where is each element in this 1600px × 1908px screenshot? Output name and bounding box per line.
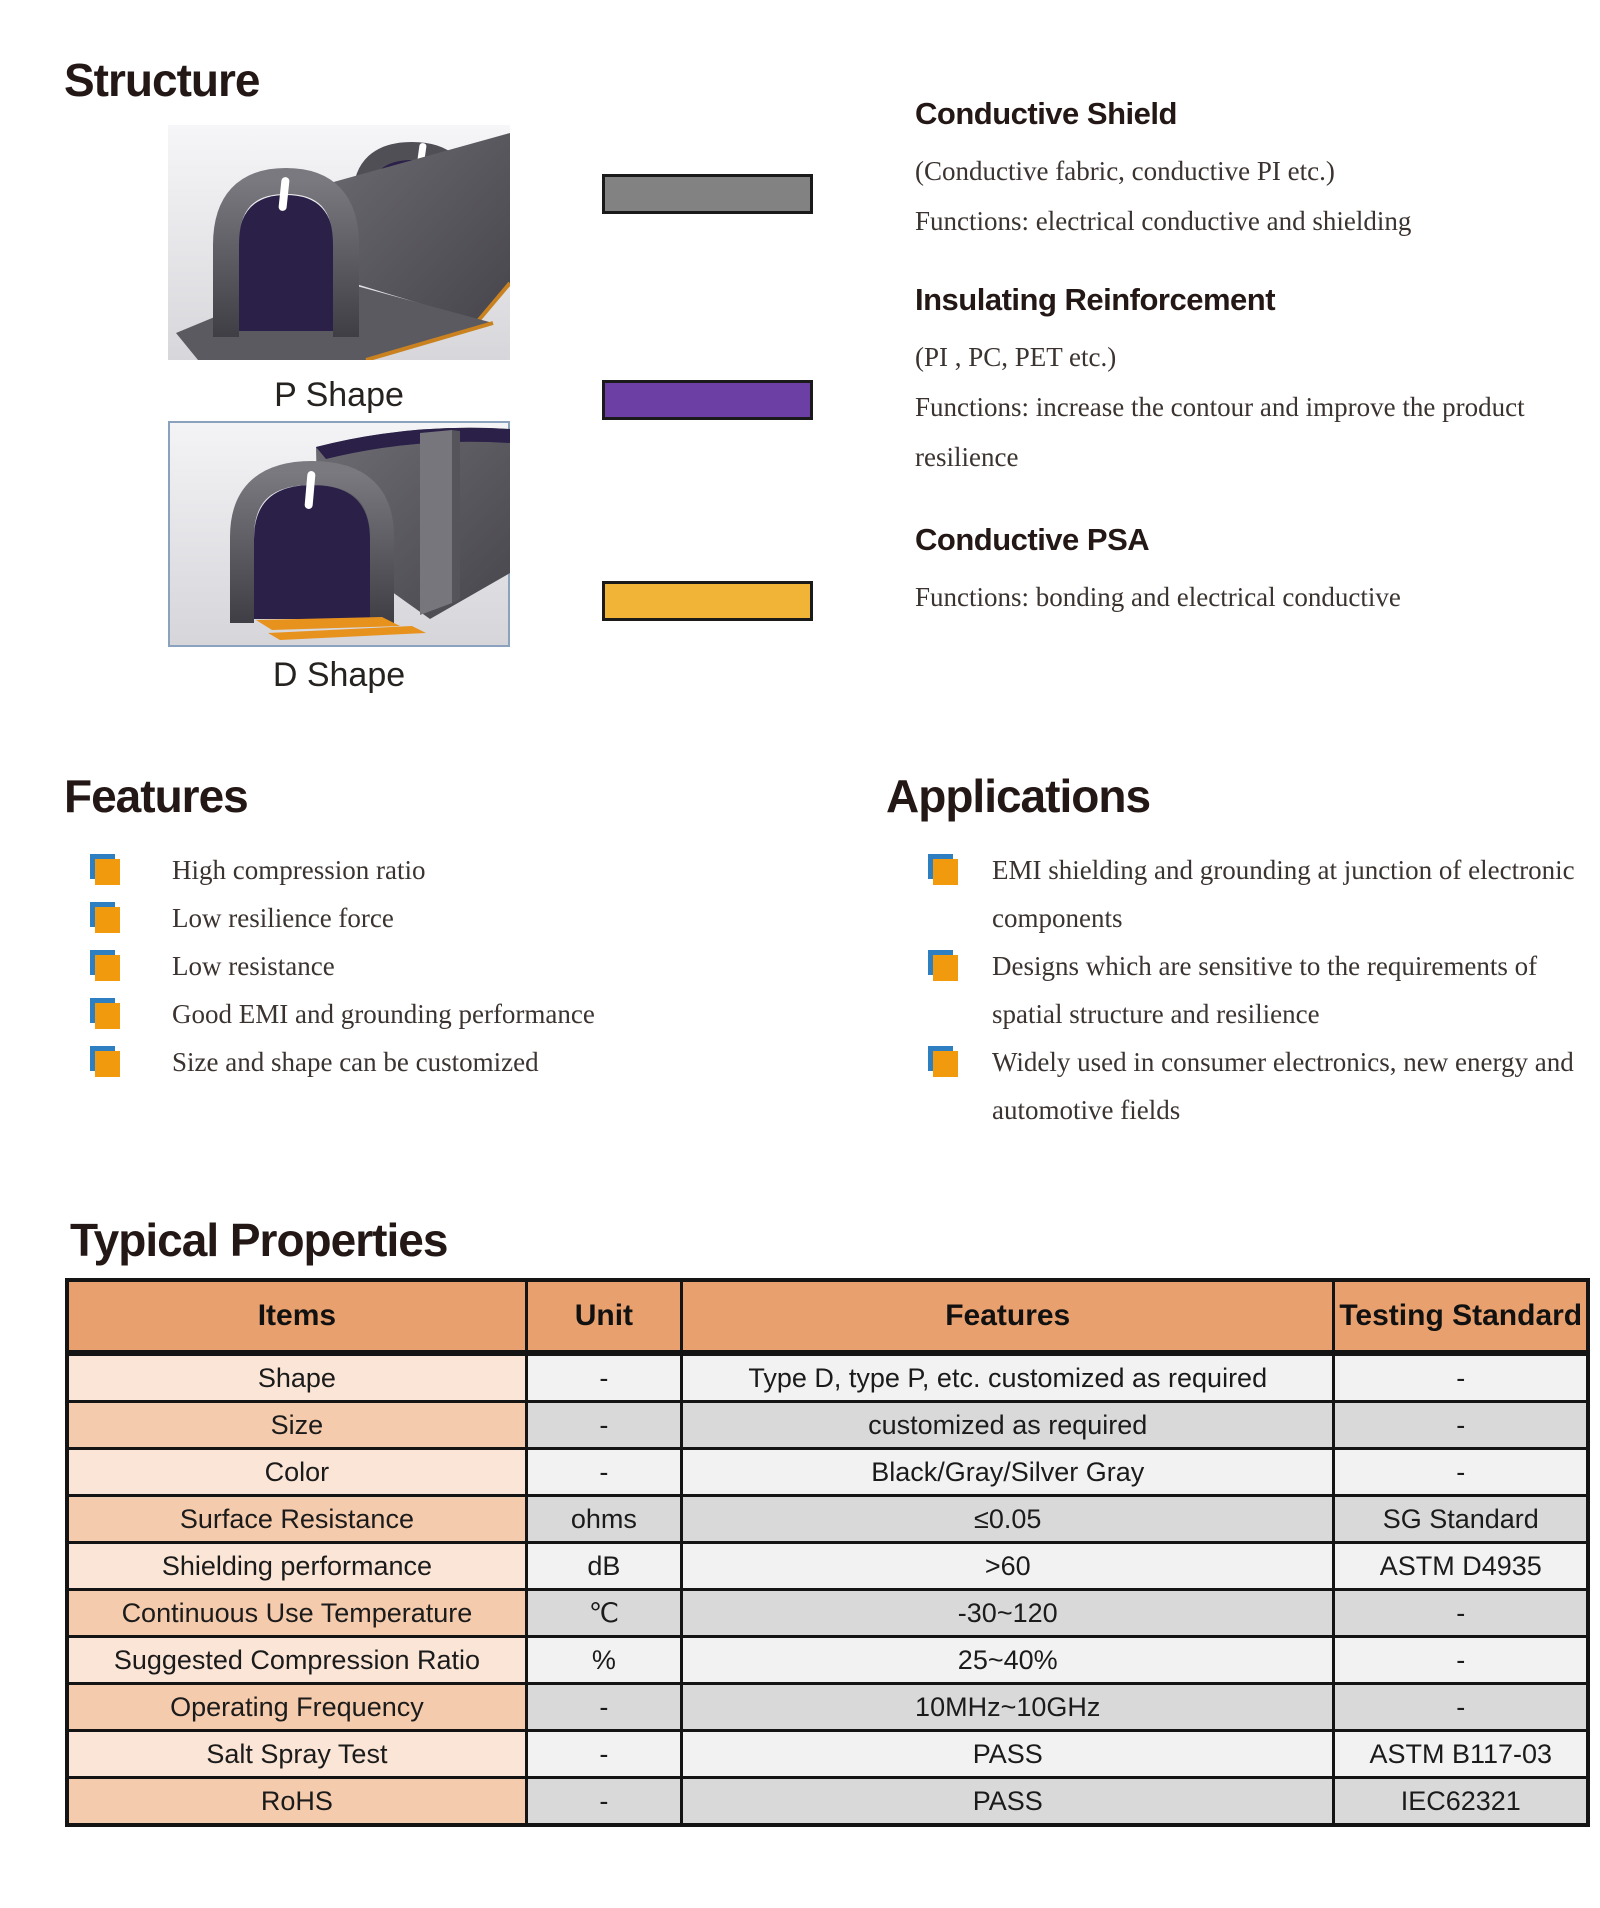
table-cell: ASTM D4935	[1334, 1543, 1588, 1590]
table-cell: Black/Gray/Silver Gray	[681, 1449, 1334, 1496]
p-shape-caption: P Shape	[274, 376, 404, 414]
d-shape-render-image	[168, 421, 510, 647]
p-shape-render-image	[168, 125, 510, 360]
table-cell: -	[1334, 1449, 1588, 1496]
table-cell: Operating Frequency	[67, 1684, 526, 1731]
square-bullet-icon	[90, 998, 121, 1030]
column-header-items: Items	[67, 1280, 526, 1353]
column-header-testing-standard: Testing Standard	[1334, 1280, 1588, 1353]
table-cell: ≤0.05	[681, 1496, 1334, 1543]
structure-section-title: Structure	[64, 53, 260, 106]
applications-section-title: Applications	[886, 769, 1151, 822]
features-list	[90, 846, 730, 1086]
table-cell: -30~120	[681, 1590, 1334, 1637]
table-row	[67, 1496, 1588, 1543]
table-cell: -	[526, 1778, 681, 1826]
square-bullet-icon	[928, 1046, 959, 1078]
table-cell: ohms	[526, 1496, 681, 1543]
table-row	[67, 1402, 1588, 1449]
table-cell: customized as required	[681, 1402, 1334, 1449]
table-row	[67, 1543, 1588, 1590]
table-cell: ASTM B117-03	[1334, 1731, 1588, 1778]
conductive-psa-color-swatch	[602, 581, 813, 621]
square-bullet-icon	[90, 854, 121, 886]
table-row	[67, 1637, 1588, 1684]
table-cell: -	[1334, 1402, 1588, 1449]
feature-list-item	[90, 942, 730, 990]
table-cell: %	[526, 1637, 681, 1684]
table-cell: RoHS	[67, 1778, 526, 1826]
conductive-shield-materials: (Conductive fabric, conductive PI etc.)	[915, 156, 1335, 186]
table-header-row	[67, 1280, 1588, 1353]
table-cell: 10MHz~10GHz	[681, 1684, 1334, 1731]
table-row	[67, 1731, 1588, 1778]
p-shape-3d-illustration	[168, 125, 510, 360]
feature-text: Low resilience force	[172, 903, 394, 933]
application-text: Widely used in consumer electronics, new energy and automotive fields	[992, 1047, 1574, 1125]
application-text: Designs which are sensitive to the requirements of spatial structure and resilience	[992, 951, 1538, 1029]
table-cell: 25~40%	[681, 1637, 1334, 1684]
typical-properties-table	[65, 1278, 1590, 1827]
feature-list-item	[90, 846, 730, 894]
table-cell: >60	[681, 1543, 1334, 1590]
conductive-psa-functions: Functions: bonding and electrical conductive	[915, 582, 1401, 612]
table-cell: PASS	[681, 1778, 1334, 1826]
table-cell: Shape	[67, 1353, 526, 1402]
table-cell: Shielding performance	[67, 1543, 526, 1590]
square-bullet-icon	[90, 1046, 121, 1078]
conductive-shield-title: Conductive Shield	[915, 96, 1177, 131]
table-cell: Suggested Compression Ratio	[67, 1637, 526, 1684]
square-bullet-icon	[928, 950, 959, 982]
table-cell: -	[1334, 1353, 1588, 1402]
table-cell: -	[526, 1449, 681, 1496]
application-list-item	[928, 942, 1593, 1038]
conductive-shield-color-swatch	[602, 174, 813, 214]
square-bullet-icon	[90, 902, 121, 934]
table-cell: PASS	[681, 1731, 1334, 1778]
table-cell: -	[1334, 1684, 1588, 1731]
table-cell: -	[526, 1731, 681, 1778]
table-row	[67, 1353, 1588, 1402]
insulating-reinforcement-materials: (PI , PC, PET etc.)	[915, 342, 1117, 372]
column-header-features: Features	[681, 1280, 1334, 1353]
application-list-item	[928, 1038, 1593, 1134]
insulating-reinforcement-functions: Functions: increase the contour and improve the product resilience	[915, 392, 1525, 472]
feature-list-item	[90, 990, 730, 1038]
table-cell: Color	[67, 1449, 526, 1496]
conductive-psa-title: Conductive PSA	[915, 522, 1150, 557]
features-section-title: Features	[64, 769, 248, 822]
conductive-psa-legend	[915, 522, 1545, 622]
application-list-item	[928, 846, 1593, 942]
column-header-unit: Unit	[526, 1280, 681, 1353]
square-bullet-icon	[90, 950, 121, 982]
table-cell: -	[1334, 1637, 1588, 1684]
feature-text: Good EMI and grounding performance	[172, 999, 595, 1029]
conductive-shield-functions: Functions: electrical conductive and shielding	[915, 206, 1412, 236]
table-cell: Size	[67, 1402, 526, 1449]
table-cell: -	[1334, 1590, 1588, 1637]
application-text: EMI shielding and grounding at junction of electronic components	[992, 855, 1575, 933]
table-row	[67, 1590, 1588, 1637]
conductive-shield-legend	[915, 96, 1545, 246]
square-bullet-icon	[928, 854, 959, 886]
feature-text: Low resistance	[172, 951, 335, 981]
applications-list	[928, 846, 1593, 1134]
table-cell: Salt Spray Test	[67, 1731, 526, 1778]
table-cell: Continuous Use Temperature	[67, 1590, 526, 1637]
feature-text: High compression ratio	[172, 855, 426, 885]
table-cell: IEC62321	[1334, 1778, 1588, 1826]
table-cell: SG Standard	[1334, 1496, 1588, 1543]
table-cell: -	[526, 1684, 681, 1731]
insulating-reinforcement-legend	[915, 282, 1545, 482]
insulating-reinforcement-color-swatch	[602, 380, 813, 420]
table-row	[67, 1449, 1588, 1496]
table-row	[67, 1778, 1588, 1826]
feature-text: Size and shape can be customized	[172, 1047, 539, 1077]
d-shape-caption: D Shape	[272, 656, 406, 694]
table-cell: dB	[526, 1543, 681, 1590]
table-row	[67, 1684, 1588, 1731]
properties-section-title: Typical Properties	[70, 1213, 448, 1266]
d-shape-3d-illustration	[168, 421, 510, 647]
insulating-reinforcement-title: Insulating Reinforcement	[915, 282, 1276, 317]
feature-list-item	[90, 894, 730, 942]
table-cell: Type D, type P, etc. customized as required	[681, 1353, 1334, 1402]
table-cell: -	[526, 1402, 681, 1449]
table-cell: Surface Resistance	[67, 1496, 526, 1543]
table-cell: -	[526, 1353, 681, 1402]
feature-list-item	[90, 1038, 730, 1086]
table-cell: ℃	[526, 1590, 681, 1637]
